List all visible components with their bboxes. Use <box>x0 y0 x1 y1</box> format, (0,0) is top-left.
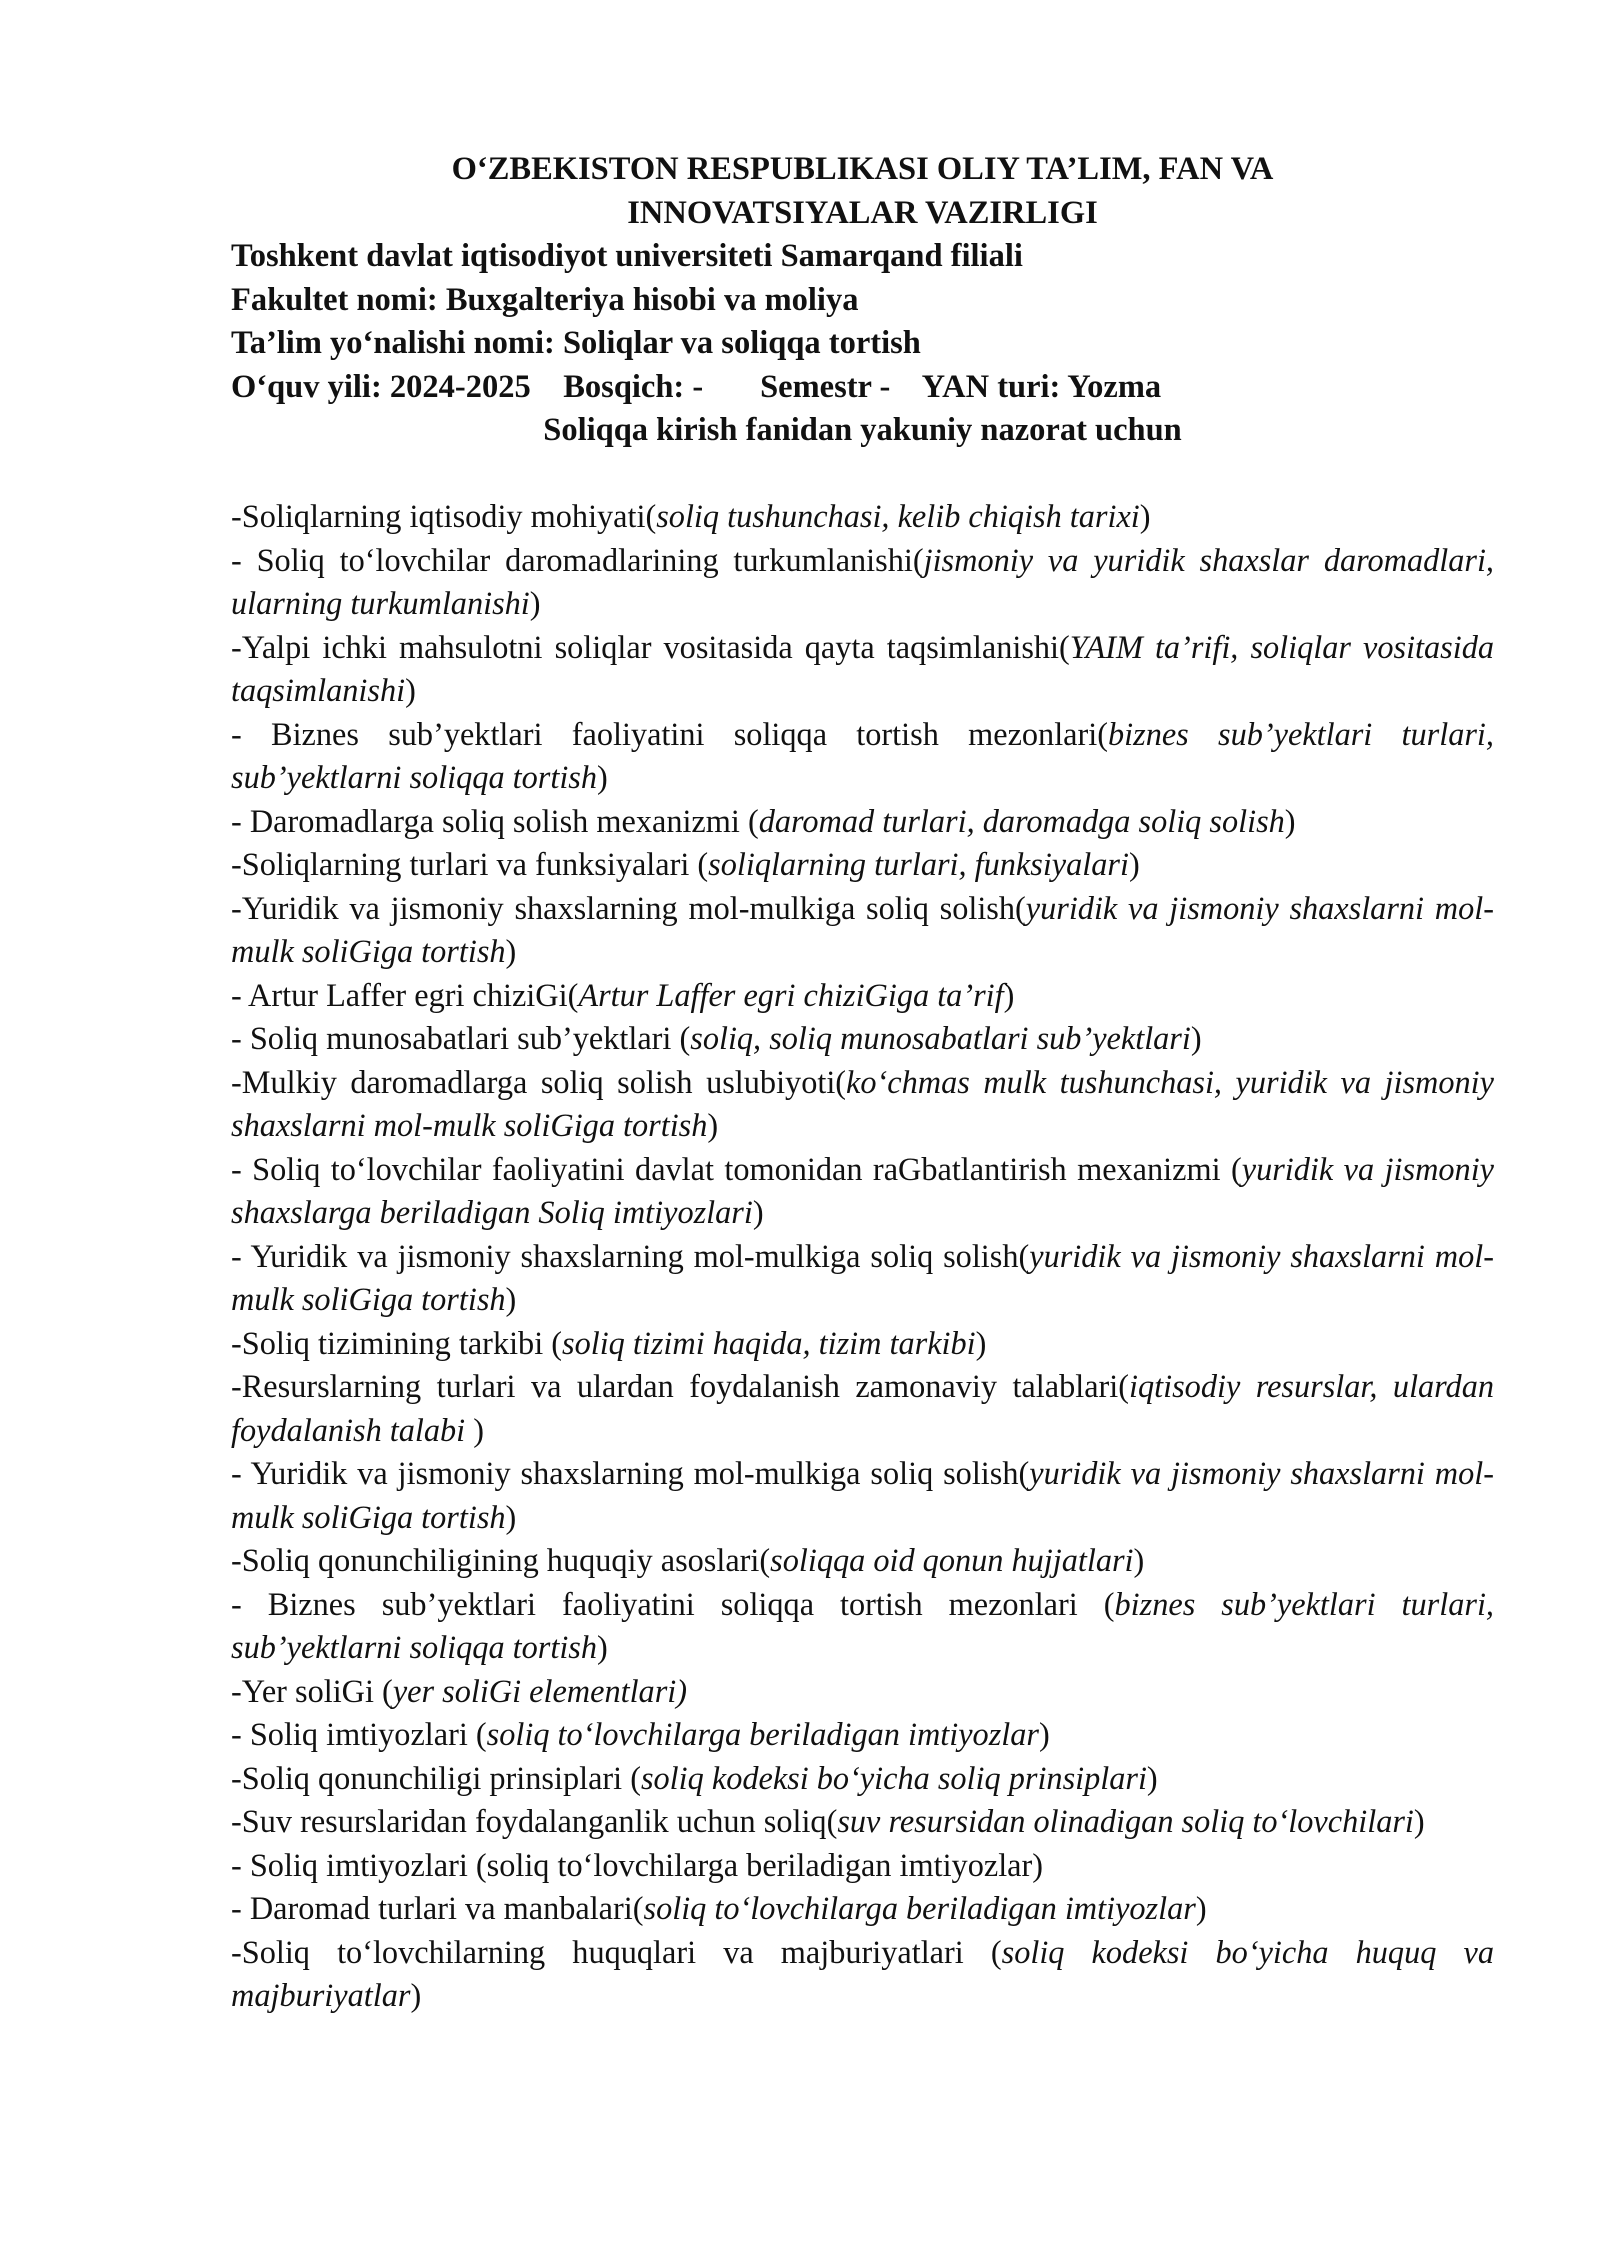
faculty-name: Fakultet nomi: Buxgalteriya hisobi va moliya <box>231 281 859 318</box>
study-direction: Ta’lim yo‘nalishi nomi: Soliqlar va soliqqa tortish <box>231 325 921 361</box>
topic-close: ) <box>505 933 517 969</box>
topic-item <box>231 1148 1494 1235</box>
topic-detail: jismoniy va yuridik shaxslar daromadlari, ularning turkumlanishi <box>231 541 1495 621</box>
topic-title: - Soliq munosabatlari sub’yektlari ( <box>231 1020 691 1056</box>
topic-item <box>231 1670 1494 1714</box>
topic-close: ) <box>597 759 608 795</box>
topic-title: - Biznes sub’yektlari faoliyatini soliqqa tortish mezonlari ( <box>231 1585 1115 1622</box>
topic-item <box>231 1931 1494 2018</box>
topic-item <box>231 800 1494 844</box>
topic-list <box>231 495 1494 2018</box>
topic-item <box>231 1017 1494 1061</box>
topic-item <box>231 1800 1494 1844</box>
topic-close: ) <box>1195 1890 1207 1926</box>
topic-title: - Yuridik va jismoniy shaxslarning mol-mulkiga soliq solish( <box>231 1455 1030 1491</box>
topic-title: -Soliq to‘lovchilarning huquqlari va majburiyatlari ( <box>231 1933 1002 1970</box>
topic-detail: Artur Laffer egri chiziGiga ta’rif <box>578 976 1004 1013</box>
topic-item <box>231 1322 1494 1366</box>
topic-detail: YAIM ta’rifi, soliqlar vositasida taqsimlanishi <box>231 628 1494 708</box>
topic-close: ) <box>529 585 541 621</box>
topic-close: ) <box>1038 1716 1050 1752</box>
topic-title: -Resurslarning turlari va ulardan foydalanish zamonaviy talablari( <box>231 1368 1130 1404</box>
university-name: Toshkent davlat iqtisodiyot universiteti Samarqand filiali <box>231 238 1023 274</box>
topic-title: - Soliq imtiyozlari ( <box>231 1716 487 1752</box>
topic-detail: soliq kodeksi bo‘yicha huquq va majburiyatlar <box>231 1933 1494 2013</box>
topic-close: ) <box>752 1194 764 1230</box>
topic-title: -Soliqlarning turlari va funksiyalari ( <box>231 846 709 882</box>
topic-close: ) <box>597 1629 608 1665</box>
topic-title: - Soliq imtiyozlari (soliq to‘lovchilarga beriladigan imtiyozlar) <box>231 1846 1044 1883</box>
topic-detail: yuridik va jismoniy shaxslarni mol-mulk soliGiga tortish <box>231 889 1494 969</box>
topic-close: ) <box>975 1324 987 1361</box>
topic-title: -Soliq qonunchiligining huquqiy asoslari( <box>231 1542 771 1578</box>
topic-close: ) <box>1413 1803 1425 1839</box>
topic-close: ) <box>1284 802 1296 839</box>
topic-detail: yuridik va jismoniy shaxslarga beriladigan Soliq imtiyozlari <box>231 1150 1494 1230</box>
topic-title: -Yuridik va jismoniy shaxslarning mol-mulkiga soliq solish( <box>231 889 1026 926</box>
topic-close: ) <box>1133 1542 1145 1578</box>
topic-close: ) <box>1146 1759 1158 1796</box>
topic-close: ) <box>707 1107 719 1143</box>
topic-item <box>231 1452 1494 1539</box>
topic-item <box>231 713 1494 800</box>
topic-detail: suv resursidan olinadigan soliq to‘lovchilari <box>837 1803 1414 1839</box>
topic-close: ) <box>1128 846 1140 882</box>
topic-item <box>231 1844 1494 1888</box>
topic-detail: soliq kodeksi bo‘yicha soliq prinsiplari <box>640 1759 1147 1796</box>
topic-detail: biznes sub’yektlari turlari, sub’yektlarni soliqqa tortish <box>231 1585 1494 1665</box>
topic-detail: daromad turlari, daromadga soliq solish <box>758 802 1285 839</box>
topic-title: - Daromadlarga soliq solish mexanizmi ( <box>231 802 759 839</box>
topic-close: ) <box>410 1977 422 2013</box>
exam-type: YAN turi: Yozma <box>921 368 1162 405</box>
topic-title: -Suv resurslaridan foydalanganlik uchun soliq( <box>231 1803 838 1839</box>
stage: Bosqich: - <box>563 368 704 405</box>
topic-detail: soliq tushunchasi, kelib chiqish tarixi <box>656 498 1140 534</box>
topic-close: ) <box>505 1281 517 1317</box>
topic-close: ) <box>473 1411 484 1448</box>
topic-item <box>231 1757 1494 1801</box>
topic-item <box>231 539 1494 626</box>
topic-title: -Yalpi ichki mahsulotni soliqlar vositasida qayta taqsimlanishi( <box>231 628 1070 665</box>
subject-title: Soliqqa kirish fanidan yakuniy nazorat uchun <box>543 412 1182 448</box>
topic-title: -Mulkiy daromadlarga soliq solish uslubiyoti( <box>231 1063 847 1100</box>
topic-item <box>231 1365 1494 1452</box>
semester: Semestr - <box>760 368 891 405</box>
topic-title: - Soliq to‘lovchilar daromadlarining turkumlanishi( <box>231 541 924 578</box>
topic-detail: yer soliGi elementlari) <box>392 1672 688 1709</box>
topic-close: ) <box>1003 976 1015 1013</box>
topic-detail: yuridik va jismoniy shaxslarni mol-mulk soliGiga tortish <box>231 1237 1494 1317</box>
ministry-title-line2: INNOVATSIYALAR VAZIRLIGI <box>627 194 1098 231</box>
topic-title: -Soliqlarning iqtisodiy mohiyati( <box>231 498 657 534</box>
topic-item <box>231 1583 1494 1670</box>
topic-item <box>231 1061 1494 1148</box>
topic-detail: soliqlarning turlari, funksiyalari <box>708 846 1129 882</box>
topic-close: ) <box>1190 1020 1202 1056</box>
topic-title: - Daromad turlari va manbalari( <box>231 1890 644 1926</box>
topic-detail: biznes sub’yektlari turlari, sub’yektlarni soliqqa tortish <box>231 715 1494 795</box>
topic-item <box>231 974 1494 1018</box>
topic-title: - Artur Laffer egri chiziGi( <box>231 976 579 1013</box>
topic-item <box>231 1539 1494 1583</box>
topic-item <box>231 887 1494 974</box>
academic-year: O‘quv yili: 2024-2025 <box>231 368 531 405</box>
topic-title: -Yer soliGi ( <box>231 1672 393 1709</box>
topic-close: ) <box>505 1498 517 1535</box>
topic-item <box>231 495 1494 539</box>
topic-detail: soliq tizimi haqida, tizim tarkibi <box>562 1324 976 1361</box>
ministry-title-line1: O‘ZBEKISTON RESPUBLIKASI OLIY TA’LIM, FAN VA <box>451 151 1274 187</box>
topic-item <box>231 1235 1494 1322</box>
topic-title: - Yuridik va jismoniy shaxslarning mol-mulkiga soliq solish( <box>231 1237 1030 1274</box>
document-header <box>231 148 1494 453</box>
topic-detail: ko‘chmas mulk tushunchasi, yuridik va jismoniy shaxslarni mol-mulk soliGiga tortish <box>231 1063 1494 1143</box>
topic-close: ) <box>405 672 416 708</box>
topic-title: -Soliq tizimining tarkibi ( <box>231 1324 563 1361</box>
topic-detail: soliqqa oid qonun hujjatlari <box>770 1542 1134 1578</box>
topic-title: -Soliq qonunchiligi prinsiplari ( <box>231 1759 641 1796</box>
topic-detail: soliq to‘lovchilarga beriladigan imtiyozlar <box>486 1716 1039 1752</box>
topic-item <box>231 843 1494 887</box>
exam-meta-line <box>231 366 1494 410</box>
topic-detail: soliq to‘lovchilarga beriladigan imtiyozlar <box>643 1890 1196 1926</box>
topic-close: ) <box>1139 498 1151 534</box>
topic-title: - Biznes sub’yektlari faoliyatini soliqqa tortish mezonlari( <box>231 715 1108 752</box>
topic-item <box>231 1713 1494 1757</box>
topic-item <box>231 626 1494 713</box>
topic-detail: iqtisodiy resurslar, ulardan foydalanish talabi <box>231 1368 1494 1448</box>
topic-item <box>231 1887 1494 1931</box>
topic-detail: yuridik va jismoniy shaxslarni mol-mulk soliGiga tortish <box>231 1455 1494 1535</box>
topic-title: - Soliq to‘lovchilar faoliyatini davlat tomonidan raGbatlantirish mexanizmi ( <box>231 1150 1242 1187</box>
topic-detail: soliq, soliq munosabatlari sub’yektlari <box>690 1020 1191 1056</box>
